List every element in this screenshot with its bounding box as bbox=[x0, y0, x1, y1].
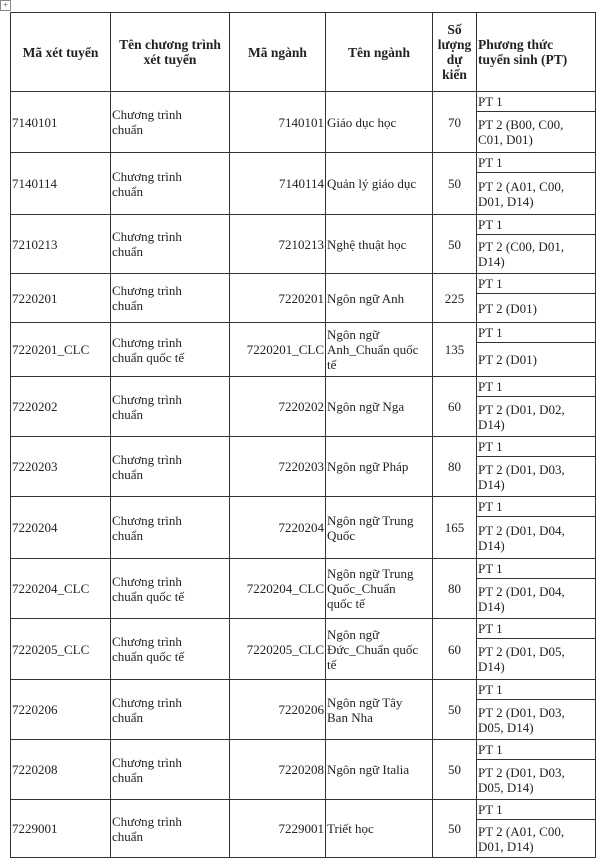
admissions-table bbox=[10, 12, 596, 858]
cell-phuong-thuc bbox=[477, 437, 596, 497]
header-so-luong: Số lượng dự kiến bbox=[433, 13, 477, 92]
cell-ma-xet-tuyen: 7210213 bbox=[11, 215, 111, 274]
phuong-thuc-list bbox=[477, 153, 595, 214]
cell-chuong-trinh: Chương trình chuẩn quốc tế bbox=[111, 559, 230, 619]
cell-chuong-trinh: Chương trình chuẩn bbox=[111, 153, 230, 215]
pt2-text: PT 2 (A01, C00, D01, D14) bbox=[478, 178, 565, 209]
cell-so-luong: 50 bbox=[433, 680, 477, 740]
pt2-text: PT 2 (D01, D05, D14) bbox=[478, 644, 565, 674]
header-ten-nganh: Tên ngành bbox=[326, 13, 433, 92]
cell-ma-xet-tuyen: 7220206 bbox=[11, 680, 111, 740]
phuong-thuc-list bbox=[477, 215, 595, 273]
phuong-thuc-list bbox=[477, 323, 595, 376]
pt2-text: PT 2 (D01, D04, D14) bbox=[478, 583, 565, 614]
cell-ma-xet-tuyen: 7220203 bbox=[11, 437, 111, 497]
pt1-text: PT 1 bbox=[477, 153, 595, 173]
cell-ma-nganh: 7220208 bbox=[230, 740, 326, 800]
header-row bbox=[11, 13, 596, 92]
cell-chuong-trinh: Chương trình chuẩn bbox=[111, 215, 230, 274]
cell-phuong-thuc bbox=[477, 619, 596, 680]
phuong-thuc-list bbox=[477, 740, 595, 799]
cell-phuong-thuc bbox=[477, 153, 596, 215]
table-row bbox=[11, 92, 596, 153]
pt2-text: PT 2 (D01) bbox=[478, 352, 537, 367]
phuong-thuc-list bbox=[477, 497, 595, 558]
cell-ten-nganh: Nghệ thuật học bbox=[326, 215, 433, 274]
table-body bbox=[11, 92, 596, 858]
cell-ma-nganh: 7220201 bbox=[230, 274, 326, 323]
cell-ten-nganh: Ngôn ngữ Anh_Chuẩn quốc tế bbox=[326, 323, 433, 377]
cell-ma-nganh: 7220204 bbox=[230, 497, 326, 559]
cell-chuong-trinh: Chương trình chuẩn bbox=[111, 92, 230, 153]
cell-ma-nganh: 7220204_CLC bbox=[230, 559, 326, 619]
pt2-text: PT 2 (A01, C00, D01, D14) bbox=[478, 823, 565, 854]
table-row bbox=[11, 323, 596, 377]
cell-ma-xet-tuyen: 7140114 bbox=[11, 153, 111, 215]
cell-chuong-trinh: Chương trình chuẩn quốc tế bbox=[111, 323, 230, 377]
cell-so-luong: 50 bbox=[433, 740, 477, 800]
cell-ten-nganh: Ngôn ngữ Trung Quốc bbox=[326, 497, 433, 559]
phuong-thuc-list bbox=[477, 559, 595, 618]
cell-ten-nganh: Ngôn ngữ Pháp bbox=[326, 437, 433, 497]
table-row bbox=[11, 215, 596, 274]
cell-ma-nganh: 7210213 bbox=[230, 215, 326, 274]
cell-phuong-thuc bbox=[477, 680, 596, 740]
cell-ma-nganh: 7220203 bbox=[230, 437, 326, 497]
cell-phuong-thuc bbox=[477, 323, 596, 377]
cell-ten-nganh: Quản lý giáo dục bbox=[326, 153, 433, 215]
cell-chuong-trinh: Chương trình chuẩn bbox=[111, 274, 230, 323]
pt1-text: PT 1 bbox=[477, 559, 595, 579]
pt1-text: PT 1 bbox=[477, 800, 595, 820]
pt1-text: PT 1 bbox=[477, 215, 595, 235]
cell-phuong-thuc bbox=[477, 740, 596, 800]
header-ma-nganh: Mã ngành bbox=[230, 13, 326, 92]
cell-ma-nganh: 7140114 bbox=[230, 153, 326, 215]
pt1-text: PT 1 bbox=[477, 377, 595, 397]
cell-chuong-trinh: Chương trình chuẩn bbox=[111, 437, 230, 497]
table-row bbox=[11, 740, 596, 800]
phuong-thuc-list bbox=[477, 619, 595, 679]
pt2-text: PT 2 (D01, D03, D14) bbox=[478, 461, 565, 492]
table-row bbox=[11, 153, 596, 215]
table-row bbox=[11, 619, 596, 680]
phuong-thuc-list bbox=[477, 437, 595, 496]
pt2-text: PT 2 (D01, D04, D14) bbox=[478, 522, 565, 553]
cell-chuong-trinh: Chương trình chuẩn bbox=[111, 800, 230, 858]
cell-phuong-thuc bbox=[477, 559, 596, 619]
cell-ma-nganh: 7229001 bbox=[230, 800, 326, 858]
cell-so-luong: 225 bbox=[433, 274, 477, 323]
pt1-text: PT 1 bbox=[477, 92, 595, 112]
pt2-text: PT 2 (B00, C00, C01, D01) bbox=[478, 117, 564, 147]
cell-chuong-trinh: Chương trình chuẩn bbox=[111, 377, 230, 437]
cell-ma-xet-tuyen: 7220205_CLC bbox=[11, 619, 111, 680]
pt1-text: PT 1 bbox=[477, 680, 595, 700]
table-row bbox=[11, 274, 596, 323]
phuong-thuc-list bbox=[477, 92, 595, 152]
table-row bbox=[11, 437, 596, 497]
cell-ten-nganh: Triết học bbox=[326, 800, 433, 858]
pt2-text: PT 2 (D01, D02, D14) bbox=[478, 401, 565, 432]
cell-so-luong: 50 bbox=[433, 215, 477, 274]
pt2-text: PT 2 (D01) bbox=[478, 300, 537, 316]
phuong-thuc-list bbox=[477, 377, 595, 436]
cell-phuong-thuc bbox=[477, 215, 596, 274]
pt1-text: PT 1 bbox=[477, 497, 595, 517]
table-row bbox=[11, 497, 596, 559]
cell-ma-xet-tuyen: 7229001 bbox=[11, 800, 111, 858]
cell-so-luong: 165 bbox=[433, 497, 477, 559]
cell-chuong-trinh: Chương trình chuẩn bbox=[111, 740, 230, 800]
cell-phuong-thuc bbox=[477, 800, 596, 858]
table-row bbox=[11, 377, 596, 437]
header-ten-chuong-trinh: Tên chương trình xét tuyển bbox=[111, 13, 230, 92]
table-move-handle-icon[interactable]: + bbox=[0, 0, 11, 11]
cell-ma-xet-tuyen: 7220208 bbox=[11, 740, 111, 800]
cell-ten-nganh: Giáo dục học bbox=[326, 92, 433, 153]
cell-ma-nganh: 7220205_CLC bbox=[230, 619, 326, 680]
table-row bbox=[11, 800, 596, 858]
cell-chuong-trinh: Chương trình chuẩn quốc tế bbox=[111, 619, 230, 680]
table-row bbox=[11, 559, 596, 619]
cell-ten-nganh: Ngôn ngữ Tây Ban Nha bbox=[326, 680, 433, 740]
header-phuong-thuc: Phương thức tuyển sinh (PT) bbox=[477, 13, 596, 92]
cell-ten-nganh: Ngôn ngữ Nga bbox=[326, 377, 433, 437]
phuong-thuc-list bbox=[477, 680, 595, 739]
cell-phuong-thuc bbox=[477, 497, 596, 559]
cell-ma-xet-tuyen: 7220204 bbox=[11, 497, 111, 559]
pt1-text: PT 1 bbox=[477, 740, 595, 760]
pt2-text: PT 2 (C00, D01, D14) bbox=[478, 239, 565, 269]
cell-so-luong: 60 bbox=[433, 619, 477, 680]
phuong-thuc-list bbox=[477, 800, 595, 857]
cell-so-luong: 50 bbox=[433, 153, 477, 215]
pt1-text: PT 1 bbox=[477, 274, 595, 294]
cell-so-luong: 70 bbox=[433, 92, 477, 153]
cell-ten-nganh: Ngôn ngữ Đức_Chuẩn quốc tế bbox=[326, 619, 433, 680]
cell-so-luong: 60 bbox=[433, 377, 477, 437]
cell-phuong-thuc bbox=[477, 92, 596, 153]
cell-ma-xet-tuyen: 7140101 bbox=[11, 92, 111, 153]
phuong-thuc-list bbox=[477, 274, 595, 322]
cell-chuong-trinh: Chương trình chuẩn bbox=[111, 680, 230, 740]
cell-ten-nganh: Ngôn ngữ Anh bbox=[326, 274, 433, 323]
cell-phuong-thuc bbox=[477, 274, 596, 323]
cell-so-luong: 50 bbox=[433, 800, 477, 858]
cell-ma-nganh: 7220202 bbox=[230, 377, 326, 437]
cell-ten-nganh: Ngôn ngữ Trung Quốc_Chuẩn quốc tế bbox=[326, 559, 433, 619]
pt1-text: PT 1 bbox=[477, 619, 595, 639]
cell-so-luong: 80 bbox=[433, 559, 477, 619]
cell-ma-xet-tuyen: 7220204_CLC bbox=[11, 559, 111, 619]
pt1-text: PT 1 bbox=[477, 437, 595, 457]
header-ma-xet-tuyen: Mã xét tuyển bbox=[11, 13, 111, 92]
cell-ma-xet-tuyen: 7220201 bbox=[11, 274, 111, 323]
cell-ten-nganh: Ngôn ngữ Italia bbox=[326, 740, 433, 800]
pt1-text: PT 1 bbox=[477, 323, 595, 343]
cell-so-luong: 80 bbox=[433, 437, 477, 497]
cell-ma-xet-tuyen: 7220201_CLC bbox=[11, 323, 111, 377]
cell-phuong-thuc bbox=[477, 377, 596, 437]
pt2-text: PT 2 (D01, D03, D05, D14) bbox=[478, 764, 565, 795]
table-row bbox=[11, 680, 596, 740]
cell-chuong-trinh: Chương trình chuẩn bbox=[111, 497, 230, 559]
cell-ma-nganh: 7140101 bbox=[230, 92, 326, 153]
cell-ma-nganh: 7220201_CLC bbox=[230, 323, 326, 377]
cell-ma-nganh: 7220206 bbox=[230, 680, 326, 740]
pt2-text: PT 2 (D01, D03, D05, D14) bbox=[478, 704, 565, 735]
cell-so-luong: 135 bbox=[433, 323, 477, 377]
cell-ma-xet-tuyen: 7220202 bbox=[11, 377, 111, 437]
